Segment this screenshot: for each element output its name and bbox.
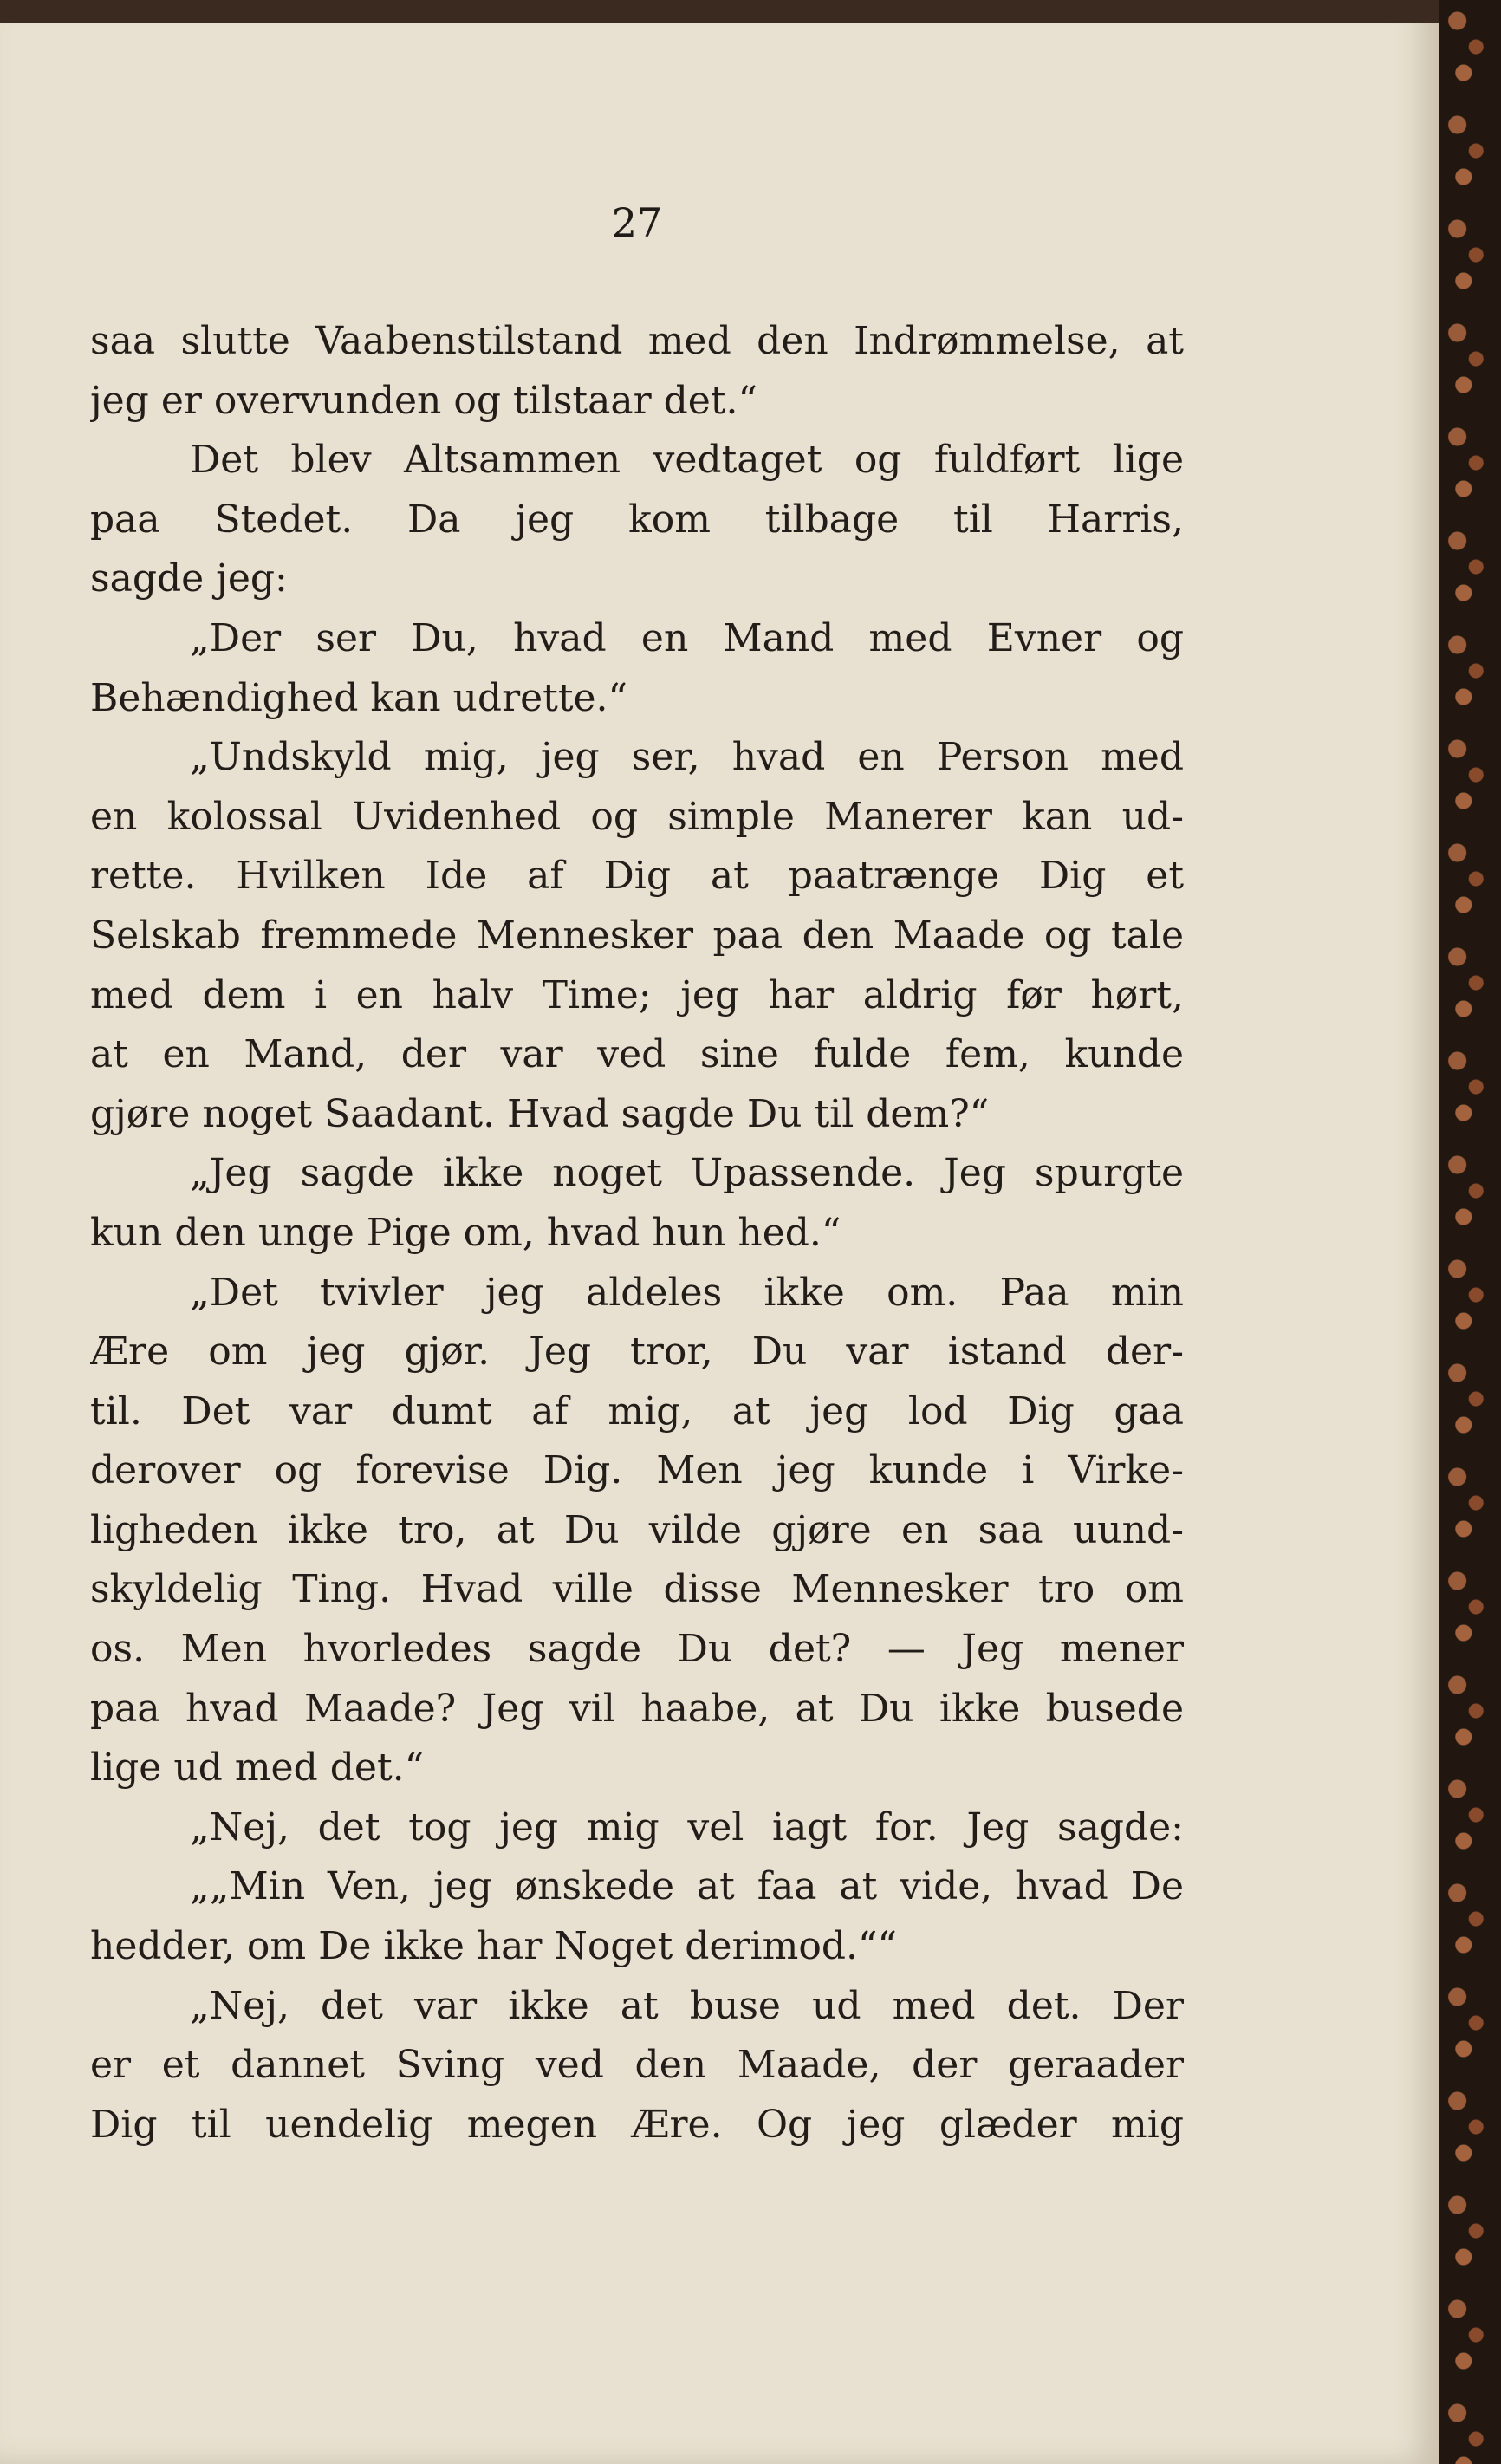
text-line: „Nej, det var ikke at buse ud med det. Der bbox=[190, 1983, 1184, 2028]
text-line: med dem i en halv Time; jeg har aldrig før hørt, bbox=[90, 972, 1184, 1017]
text-line: Ære om jeg gjør. Jeg tror, Du var istand der- bbox=[90, 1330, 1184, 1375]
text-line: os. Men hvorledes sagde Du det? — Jeg mener bbox=[90, 1627, 1184, 1672]
text-line: lige ud med det.“ bbox=[90, 1746, 425, 1791]
text-line: paa Stedet. Da jeg kom tilbage til Harris, bbox=[90, 497, 1184, 542]
text-line: „Undskyld mig, jeg ser, hvad en Person med bbox=[190, 735, 1184, 780]
text-line: derover og forevise Dig. Men jeg kunde i Virke- bbox=[90, 1448, 1184, 1493]
text-line: „Det tvivler jeg aldeles ikke om. Paa min bbox=[190, 1270, 1184, 1315]
text-line: jeg er overvunden og tilstaar det.“ bbox=[90, 378, 757, 423]
body-text bbox=[90, 312, 1184, 2155]
text-line: kun den unge Pige om, hvad hun hed.“ bbox=[90, 1210, 841, 1255]
text-line: Behændighed kan udrette.“ bbox=[90, 675, 628, 720]
book-edge bbox=[1439, 0, 1501, 2464]
text-line: er et dannet Sving ved den Maade, der geraader bbox=[90, 2043, 1184, 2088]
text-line: ligheden ikke tro, at Du vilde gjøre en saa uund- bbox=[90, 1507, 1184, 1552]
page-number: 27 bbox=[611, 199, 663, 246]
text-line: en kolossal Uvidenhed og simple Manerer kan ud- bbox=[90, 794, 1184, 839]
text-line: rette. Hvilken Ide af Dig at paatrænge Dig et bbox=[90, 854, 1184, 899]
text-line: sagde jeg: bbox=[90, 556, 288, 601]
text-line: „Jeg sagde ikke noget Upassende. Jeg spurgte bbox=[190, 1151, 1184, 1196]
text-line: Det blev Altsammen vedtaget og fuldført lige bbox=[190, 438, 1184, 483]
text-line: „„Min Ven, jeg ønskede at faa at vide, hvad De bbox=[190, 1864, 1184, 1909]
text-line: at en Mand, der var ved sine fulde fem, kunde bbox=[90, 1032, 1184, 1077]
text-line: Dig til uendelig megen Ære. Og jeg glæder mig bbox=[90, 2102, 1184, 2147]
text-line: skyldelig Ting. Hvad ville disse Mennesker tro om bbox=[90, 1567, 1184, 1612]
text-line: til. Det var dumt af mig, at jeg lod Dig gaa bbox=[90, 1388, 1184, 1434]
text-line: paa hvad Maade? Jeg vil haabe, at Du ikke busede bbox=[90, 1686, 1184, 1731]
text-line: „Nej, det tog jeg mig vel iagt for. Jeg sagde: bbox=[190, 1804, 1184, 1850]
text-line: gjøre noget Saadant. Hvad sagde Du til dem?“ bbox=[90, 1091, 990, 1136]
text-line: hedder, om De ikke har Noget derimod.““ bbox=[90, 1924, 897, 1969]
text-line: Selskab fremmede Mennesker paa den Maade og tale bbox=[90, 913, 1184, 958]
page-top-edge bbox=[0, 0, 1439, 23]
text-line: saa slutte Vaabenstilstand med den Indrømmelse, at bbox=[90, 319, 1184, 363]
text-line: „Der ser Du, hvad en Mand med Evner og bbox=[190, 615, 1184, 660]
